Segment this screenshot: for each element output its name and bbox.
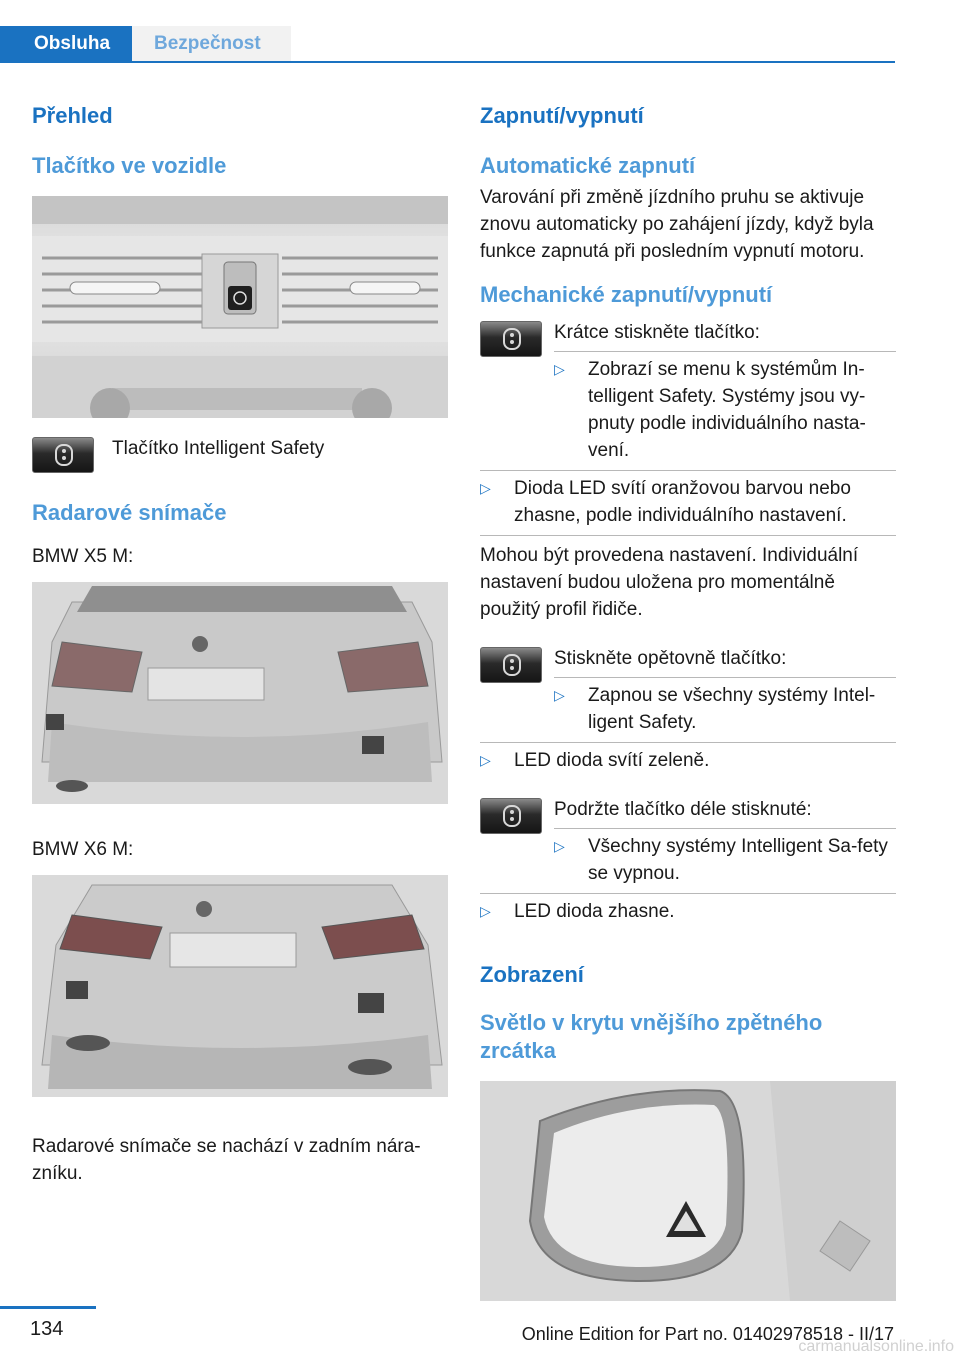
step2-block — [480, 645, 896, 736]
step1-label: Krátce stiskněte tlačítko: — [554, 322, 760, 343]
auto-heading: Automatické zapnutí — [480, 153, 696, 178]
mirror-photo — [480, 1081, 896, 1301]
overview-heading: Přehled — [32, 103, 113, 128]
mirror-heading: Světlo v krytu vnějšího zpětného zrcátka — [480, 1010, 823, 1063]
right-column — [480, 102, 896, 1301]
step3-label: Podržte tlačítko déle stisknuté: — [554, 799, 812, 820]
button-caption-row — [32, 435, 448, 483]
separator — [480, 470, 896, 471]
step2-sub-text: Zapnou se všechny systémy Intel‐ligent Safety. — [588, 685, 876, 733]
separator — [480, 535, 896, 536]
tab-obsluha[interactable]: Obsluha — [0, 26, 132, 62]
step2-label: Stiskněte opětovně tlačítko: — [554, 648, 787, 669]
triangle-right-icon: ▷ — [554, 361, 565, 377]
onoff-heading: Zapnutí/vypnutí — [480, 103, 644, 128]
tab-bezpecnost[interactable]: Bezpečnost — [132, 26, 291, 62]
step3-block — [480, 796, 896, 887]
page-number: 134 — [30, 1318, 64, 1340]
intelligent-safety-button-icon — [480, 321, 542, 357]
auto-text: Varování při změně jízdního pruhu se aktivuje znovu automaticky po zahájení jízdy, když byla funkce zapnutá při posledním vypnutí motoru. — [480, 187, 874, 262]
step1-sub-item — [554, 356, 896, 464]
step1-block — [480, 319, 896, 464]
intelligent-safety-button-icon — [32, 437, 94, 473]
step3-sub-item — [554, 833, 896, 887]
dashboard-button-photo — [32, 196, 448, 418]
triangle-right-icon: ▷ — [554, 687, 565, 703]
step1-sub-text: Zobrazí se menu k systémům In‐telligent Safety. Systémy jsou vy‐pnuty podle individuálního nasta‐vení. — [588, 359, 866, 461]
mirror-illustration — [480, 1081, 896, 1301]
x5-rear-illustration — [32, 582, 448, 804]
step2-bullet-text: LED dioda svítí zeleně. — [514, 750, 710, 771]
edition-text: Online Edition for Part no. 01402978518 - II/17 — [521, 1324, 894, 1344]
separator — [554, 351, 896, 352]
step3-sub-text: Všechny systémy Intelligent Sa‐fety se vypnou. — [588, 836, 888, 884]
x6-rear-illustration — [32, 875, 448, 1097]
step2-bullet-item — [480, 747, 896, 774]
separator — [554, 677, 896, 678]
tab-divider — [0, 61, 895, 63]
radar-heading: Radarové snímače — [32, 500, 227, 525]
step2-sub-item — [554, 682, 896, 736]
step3-bullet-item — [480, 898, 896, 925]
triangle-right-icon: ▷ — [480, 903, 491, 919]
step3-bullet-text: LED dioda zhasne. — [514, 901, 675, 922]
x6-rear-photo — [32, 875, 448, 1097]
section-tabs — [0, 26, 291, 62]
step1-bullet-text: Dioda LED svítí oranžovou barvou nebo zhasne, podle individuálního nastavení. — [514, 478, 851, 526]
footer-rule — [0, 1306, 96, 1309]
left-column — [32, 102, 448, 1187]
separator — [480, 893, 896, 894]
step1-bullet-item — [480, 475, 896, 529]
x5-label: BMW X5 M: — [32, 546, 134, 567]
display-heading: Zobrazení — [480, 962, 584, 987]
separator — [480, 742, 896, 743]
mech-heading: Mechanické zapnutí/vypnutí — [480, 282, 773, 307]
separator — [554, 828, 896, 829]
triangle-right-icon: ▷ — [480, 480, 491, 496]
settings-text: Mohou být provedena nastavení. Individuální nastavení budou uložena pro momentálně použitý profil řidiče. — [480, 545, 859, 620]
triangle-right-icon: ▷ — [480, 752, 491, 768]
radar-note: Radarové snímače se nachází v zadním nára‐zníku. — [32, 1136, 421, 1184]
button-caption: Tlačítko Intelligent Safety — [112, 438, 325, 459]
intelligent-safety-button-icon — [480, 647, 542, 683]
watermark: carmanualsonline.info — [798, 1338, 954, 1355]
dashboard-illustration — [32, 196, 448, 418]
x6-label: BMW X6 M: — [32, 839, 134, 860]
button-heading: Tlačítko ve vozidle — [32, 153, 227, 178]
x5-rear-photo — [32, 582, 448, 804]
intelligent-safety-button-icon — [480, 798, 542, 834]
triangle-right-icon: ▷ — [554, 838, 565, 854]
